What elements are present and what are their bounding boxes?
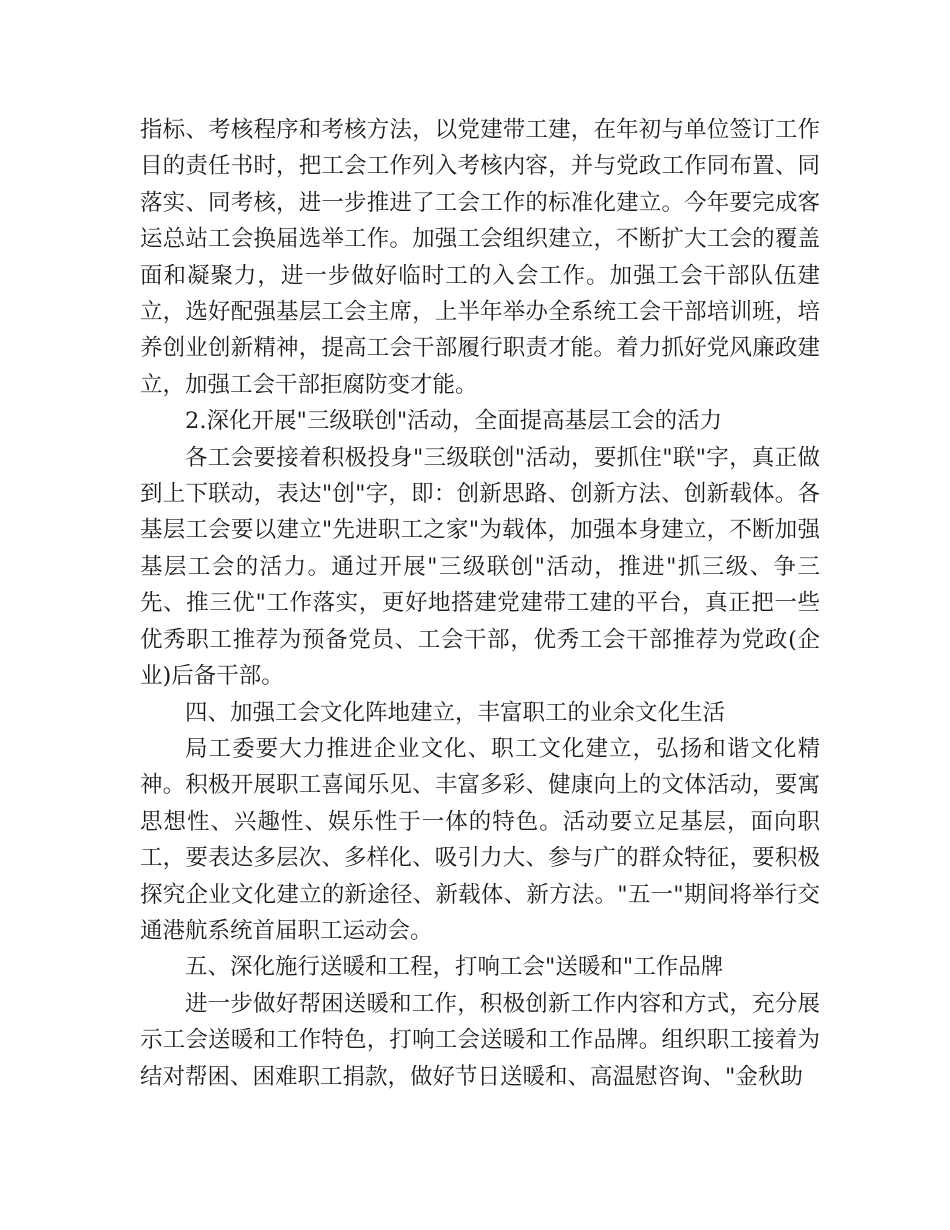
document-body — [140, 112, 820, 1095]
heading-union-culture: 四、加强工会文化阵地建立，丰富职工的业余文化生活 — [185, 699, 726, 726]
paragraph-three-level-joint-creation: 各工会要接着积极投身"三级联创"活动，要抓住"联"字，真正做到上下联动，表达"创"字，即：创新思路、创新方法、创新载体。各基层工会要以建立"先进职工之家"为载体，加强本身建立，不断加强基层工会的活力。通过开展"三级联创"活动，推进"抓三级、争三先、推三优"工作落实，更好地搭建党建带工建的平台，真正把一些优秀职工推荐为预备党员、工会干部，优秀工会干部推荐为党政(企业)后备干部。 — [140, 444, 820, 690]
paragraph-union-culture: 局工委要大力推进企业文化、职工文化建立，弘扬和谐文化精神。积极开展职工喜闻乐见、丰富多彩、健康向上的文体活动，要寓思想性、兴趣性、娱乐性于一体的特色。活动要立足基层，面向职工，要表达多层次、多样化、吸引力大、参与广的群众特征，要积极探究企业文化建立的新途径、新载体、新方法。"五一"期间将举行交通港航系统首届职工运动会。 — [140, 735, 820, 944]
heading-three-level-joint-creation: 2.深化开展"三级联创"活动，全面提高基层工会的活力 — [185, 408, 723, 435]
paragraph-party-building: 指标、考核程序和考核方法，以党建带工建，在年初与单位签订工作目的责任书时，把工会工作列入考核内容，并与党政工作同布置、同落实、同考核，进一步推进了工会工作的标准化建立。今年要完成客运总站工会换届选举工作。加强工会组织建立，不断扩大工会的覆盖面和凝聚力，进一步做好临时工的入会工作。加强工会干部队伍建立，选好配强基层工会主席，上半年举办全系统工会干部培训班，培养创业创新精神，提高工会干部履行职责才能。着力抓好党风廉政建立，加强工会干部拒腐防变才能。 — [140, 117, 820, 398]
paragraph-warmth-project: 进一步做好帮困送暖和工作，积极创新工作内容和方式，充分展示工会送暖和工作特色，打响工会送暖和工作品牌。组织职工接着为结对帮困、困难职工捐款，做好节日送暖和、高温慰咨询、"金秋助 — [140, 990, 820, 1090]
heading-warmth-project: 五、深化施行送暖和工程，打响工会"送暖和"工作品牌 — [185, 954, 724, 981]
